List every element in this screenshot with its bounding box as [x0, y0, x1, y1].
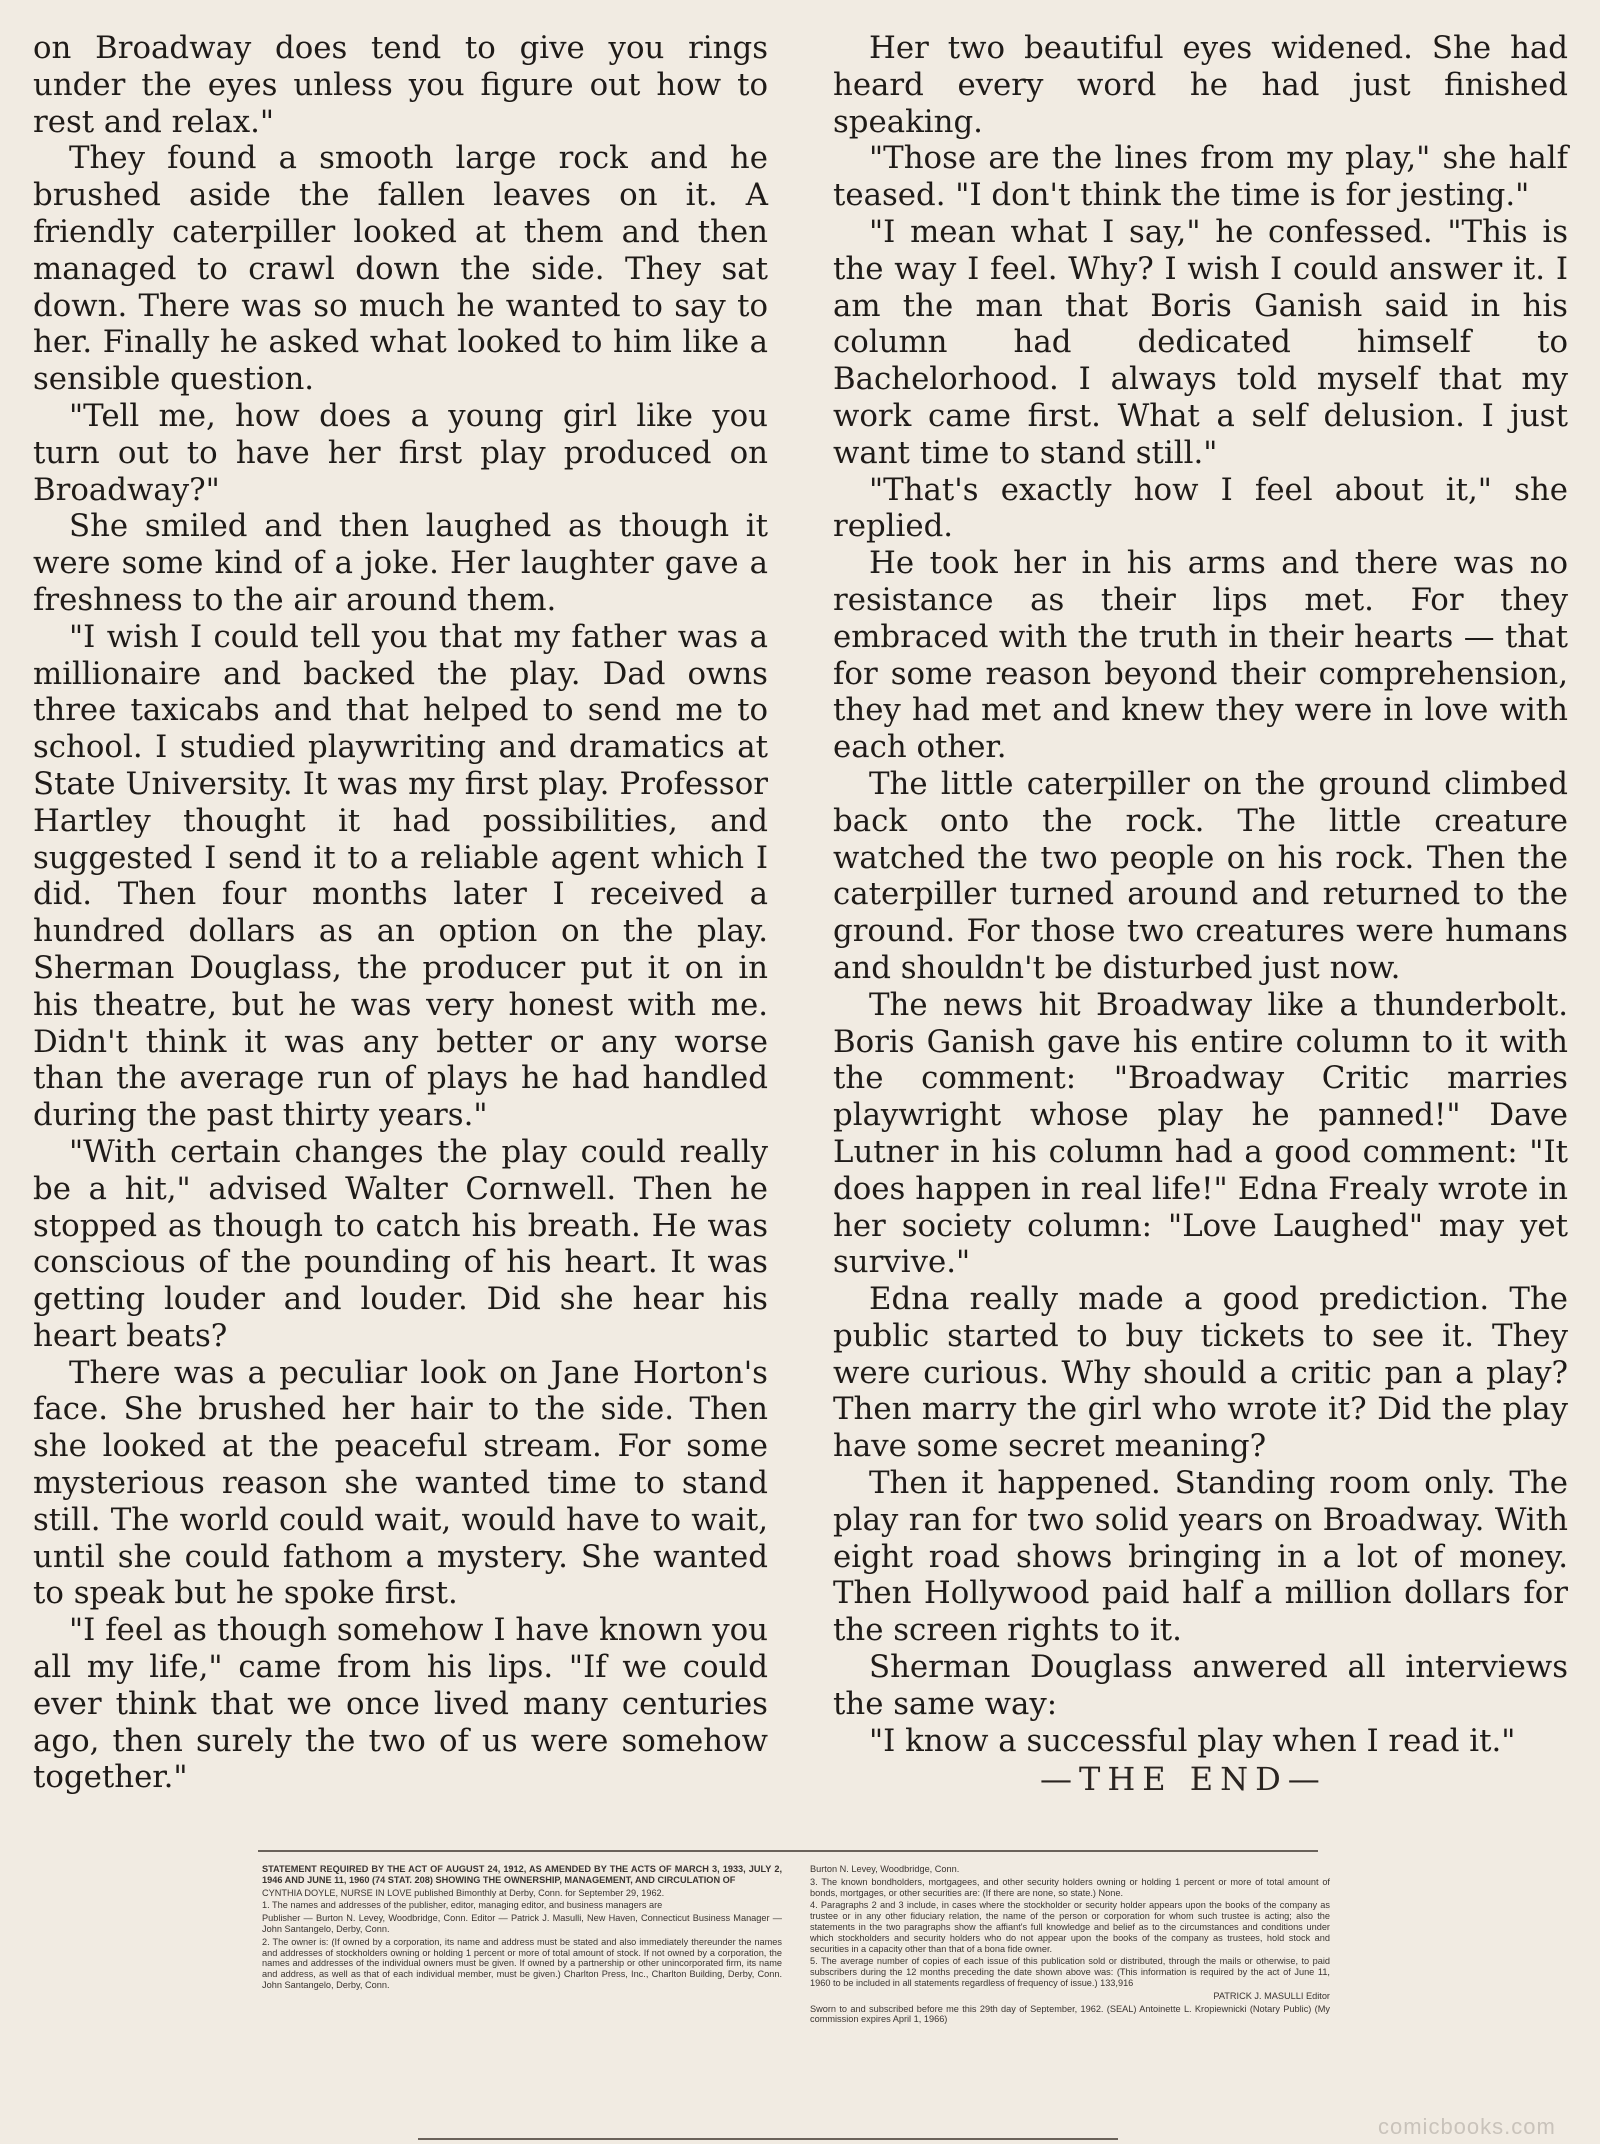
story-paragraph: "Tell me, how does a young girl like you turn out to have her first play produced on Broadway?" [33, 397, 768, 508]
story-paragraph: "Those are the lines from my play," she half teased. "I don't think the time is for jesting." [833, 140, 1568, 214]
statement-paragraph: 4. Paragraphs 2 and 3 include, in cases where the stockholder or security holder appears upon the books of the company as trustee or in any other fiduciary relation, the name of the person or corporation for whom such trustee is acting; also the statements in the two paragraphs show the affiant's full knowledge and belief as to the circumstances and conditions under which stockholders and security holders who do not appear upon the books of the company as trustees, hold stock and securities in a capacity other than that of a bona fide owner. [810, 1900, 1330, 1954]
story-paragraph: Her two beautiful eyes widened. She had heard every word he had just finished speaking. [833, 30, 1568, 140]
statement-paragraph: CYNTHIA DOYLE, NURSE IN LOVE published Bimonthly at Derby, Conn. for September 29, 1962. [262, 1887, 665, 1898]
statement-paragraph: 1. The names and addresses of the publisher, editor, managing editor, and business managers are [262, 1900, 663, 1911]
statement-paragraph: 3. The known bondholders, mortgagees, and other security holders owning or holding 1 percent or more of total amount of bonds, mortgages, or other securities are: (If there are none, so state.) None. [810, 1876, 1330, 1898]
story-paragraph: Then it happened. Standing room only. The play ran for two solid years on Broadway. With eight road shows bringing in a lot of money. Then Hollywood paid half a million dollars for the screen rights to it. [833, 1465, 1568, 1649]
statement-right-column [810, 1864, 1330, 2027]
statement-paragraph: Publisher — Burton N. Levey, Woodbridge, Conn. Editor — Patrick J. Masulli, New Haven, Connecticut Business Manager — John Santangelo, Derby, Conn. [262, 1913, 782, 1934]
story-paragraph: "I mean what I say," he confessed. "This is the way I feel. Why? I wish I could answer it. I am the man that Boris Ganish said in his column had dedicated himself to Bachelorhood. I always told myself that my work came first. What a self delusion. I just want time to stand still." [833, 213, 1568, 471]
story-paragraph: "With certain changes the play could really be a hit," advised Walter Cornwell. Then he stopped as though to catch his breath. He was conscious of the pounding of his heart. It was getting louder and louder. Did she hear his heart beats? [33, 1133, 768, 1354]
story-paragraph: Sherman Douglass anwered all interviews the same way: [833, 1649, 1568, 1722]
statement-top-rule [258, 1850, 1318, 1852]
story-paragraph: "I feel as though somehow I have known you all my life," came from his lips. "If we could ever think that we once lived many centuries ago, then surely the two of us were somehow together." [33, 1612, 768, 1796]
statement-paragraph: 5. The average number of copies of each issue of this publication sold or distributed, through the mails or otherwise, to paid subscribers during the 12 months preceding the date shown above was: (This information is required by the act of June 11, 1960 to be included in all statements regardless of frequency of issue.) 133,916 [810, 1956, 1330, 1988]
watermark: comicbooks.com [1378, 2114, 1556, 2139]
story-paragraph: There was a peculiar look on Jane Horton's face. She brushed her hair to the side. Then she looked at the peaceful stream. For some mysterious reason she wanted time to stand still. The world could wait, would have to wait, until she could fathom a mystery. She wanted to speak but he spoke first. [33, 1354, 768, 1612]
story-paragraph: on Broadway does tend to give you rings under the eyes unless you figure out how to rest and relax." [33, 30, 768, 140]
story-paragraph: He took her in his arms and there was no resistance as their lips met. For they embraced with the truth in their hearts — that for some reason beyond their comprehension, they had met and knew they were in love with each other. [833, 545, 1568, 766]
story-paragraph: The news hit Broadway like a thunderbolt. Boris Ganish gave his entire column to it with the comment: "Broadway Critic marries playwright whose play he panned!" Dave Lutner in his column had a good comment: "It does happen in real life!" Edna Frealy wrote in her society column: "Love Laughed" may yet survive." [833, 986, 1568, 1281]
statement-paragraph: Sworn to and subscribed before me this 29th day of September, 1962. (SEAL) Antoinette L. Kropiewnicki (Notary Public) (My commission expires April 1, 1966) [810, 2003, 1330, 2025]
story-paragraph: The little caterpiller on the ground climbed back onto the rock. The little creature watched the two people on his rock. Then the caterpiller turned around and returned to the ground. For those two creatures were humans and shouldn't be disturbed just now. [833, 765, 1568, 986]
statement-heading: STATEMENT REQUIRED BY THE ACT OF AUGUST 24, 1912, AS AMENDED BY THE ACTS OF MARCH 3, 1933, JULY 2, 1946 AND JUNE 11, 1960 (74 STAT. 208) SHOWING THE OWNERSHIP, MANAGEMENT, AND CIRCULATION OF [262, 1864, 782, 1885]
story-paragraph: "I wish I could tell you that my father was a millionaire and backed the play. Dad owns three taxicabs and that helped to send me to school. I studied playwriting and dramatics at State University. It was my first play. Professor Hartley thought it had possibilities, and suggested I send it to a reliable agent which I did. Then four months later I received a hundred dollars as an option on the play. Sherman Douglass, the producer put it on in his theatre, but he was very honest with me. Didn't think it was any better or any worse than the average run of plays he had handled during the past thirty years." [33, 618, 768, 1134]
the-end-marker: —THE END— [1040, 1760, 1327, 1798]
story-right-column [833, 30, 1568, 1759]
statement-left-column [262, 1864, 782, 1993]
story-paragraph: They found a smooth large rock and he brushed aside the fallen leaves on it. A friendly caterpiller looked at them and then managed to crawl down the side. They sat down. There was so much he wanted to say to her. Finally he asked what looked to him like a sensible question. [33, 140, 768, 398]
statement-bottom-rule [418, 2138, 1118, 2140]
story-left-column [33, 30, 768, 1796]
story-paragraph: "That's exactly how I feel about it," she replied. [833, 471, 1568, 545]
statement-paragraph: Burton N. Levey, Woodbridge, Conn. [810, 1864, 960, 1874]
ownership-statement [258, 1850, 1338, 2100]
story-paragraph: Edna really made a good prediction. The public started to buy tickets to see it. They were curious. Why should a critic pan a play? Then marry the girl who wrote it? Did the play have some secret meaning? [833, 1281, 1568, 1465]
story-paragraph: She smiled and then laughed as though it were some kind of a joke. Her laughter gave a freshness to the air around them. [33, 508, 768, 618]
statement-signature: PATRICK J. MASULLI Editor [1213, 1990, 1330, 2001]
story-paragraph: "I know a successful play when I read it." [869, 1722, 1516, 1759]
statement-paragraph: 2. The owner is: (If owned by a corporation, its name and address must be stated and also immediately thereunder the names and addresses of stockholders owning or holding 1 percent or more of total amount of stock. If not owned by a corporation, the names and addresses of the individual owners must be given. If owned by a partnership or other unincorporated firm, its name and address, as well as that of each individual member, must be given.) Charlton Press, Inc., Charlton Building, Derby, Conn. John Santangelo, Derby, Conn. [262, 1936, 782, 1990]
